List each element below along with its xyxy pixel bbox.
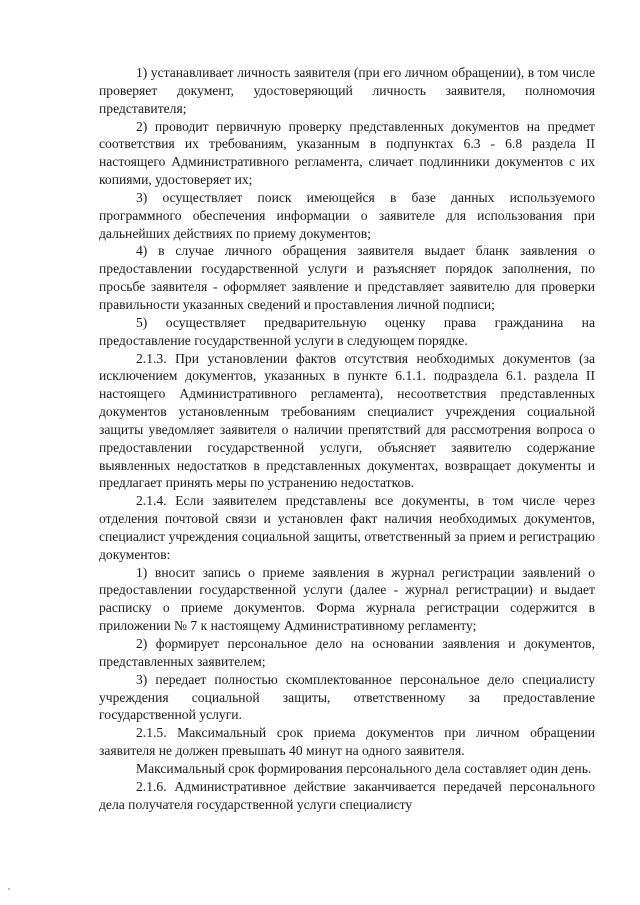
paragraph-subitem-3: 3) передает полностью скомплектованное персональное дело специалисту учреждения социальной защиты, ответственному за предоставление государственной услуги.: [99, 671, 595, 723]
paragraph-item-2: 2) проводит первичную проверку представленных документов на предмет соответствия их требованиям, указанным в подпунктах 6.3 - 6.8 раздела II настоящего Административного регламента, сличает подлинники документов с их копиями, удостоверяет их;: [99, 118, 595, 188]
paragraph-item-3: 3) осуществляет поиск имеющейся в базе данных используемого программного обеспечения информации о заявителе для использования при дальнейших действиях по приему документов;: [99, 189, 595, 241]
paragraph-clause-2-1-6: 2.1.6. Административное действие заканчивается передачей персонального дела получателя государственной услуги специалисту: [99, 778, 595, 812]
paragraph-item-4: 4) в случае личного обращения заявителя выдает бланк заявления о предоставлении государственной услуги и разъясняет порядок заполнения, по просьбе заявителя - оформляет заявление и представляет заявителю для проверки правильности указанных сведений и проставления личной подписи;: [99, 243, 595, 312]
paragraph-item-5: 5) осуществляет предварительную оценку права гражданина на предоставление государственной услуги в следующем порядке.: [99, 314, 595, 348]
paragraph-clause-2-1-3: 2.1.3. При установлении фактов отсутствия необходимых документов (за исключением документов, указанных в пункте 6.1.1. подраздела 6.1. раздела II настоящего Административного регламента), несоответствия представленных документов установленным требованиям специалист учреждения социальной защиты уведомляет заявителя о наличии препятствий для рассмотрения вопроса о предоставлении государственной услуги, объясняет заявителю содержание выявленных недостатков в представленных документах, возвращает документы и предлагает принять меры по устранению недостатков.: [99, 350, 595, 491]
paragraph-item-1: 1) устанавливает личность заявителя (при его личном обращении), в том числе проверяет документ, удостоверяющий личность заявителя, полномочия представителя;: [99, 65, 595, 116]
paragraph-max-term: Максимальный срок формирования персонального дела составляет один день.: [136, 760, 592, 776]
paragraph-subitem-2: 2) формирует персональное дело на основании заявления и документов, представленных заявителем;: [99, 636, 595, 669]
paragraph-subitem-1: 1) вносит запись о приеме заявления в журнал регистрации заявлений о предоставлении государственной услуги (далее - журнал регистрации) и выдает расписку о приеме документов. Форма журнала регистрации содержится в приложении № 7 к настоящему Административному регламенту;: [99, 564, 595, 634]
paragraph-clause-2-1-5: 2.1.5. Максимальный срок приема документов при личном обращении заявителя не должен превышать 40 минут на одного заявителя.: [99, 725, 595, 759]
document-page: [99, 64, 595, 813]
scan-artifact: [8, 888, 10, 890]
paragraph-clause-2-1-4: 2.1.4. Если заявителем представлены все документы, в том числе через отделения почтовой связи и установлен факт наличия необходимых документов, специалист учреждения социальной защиты, ответственный за прием и регистрацию документов:: [99, 493, 595, 562]
